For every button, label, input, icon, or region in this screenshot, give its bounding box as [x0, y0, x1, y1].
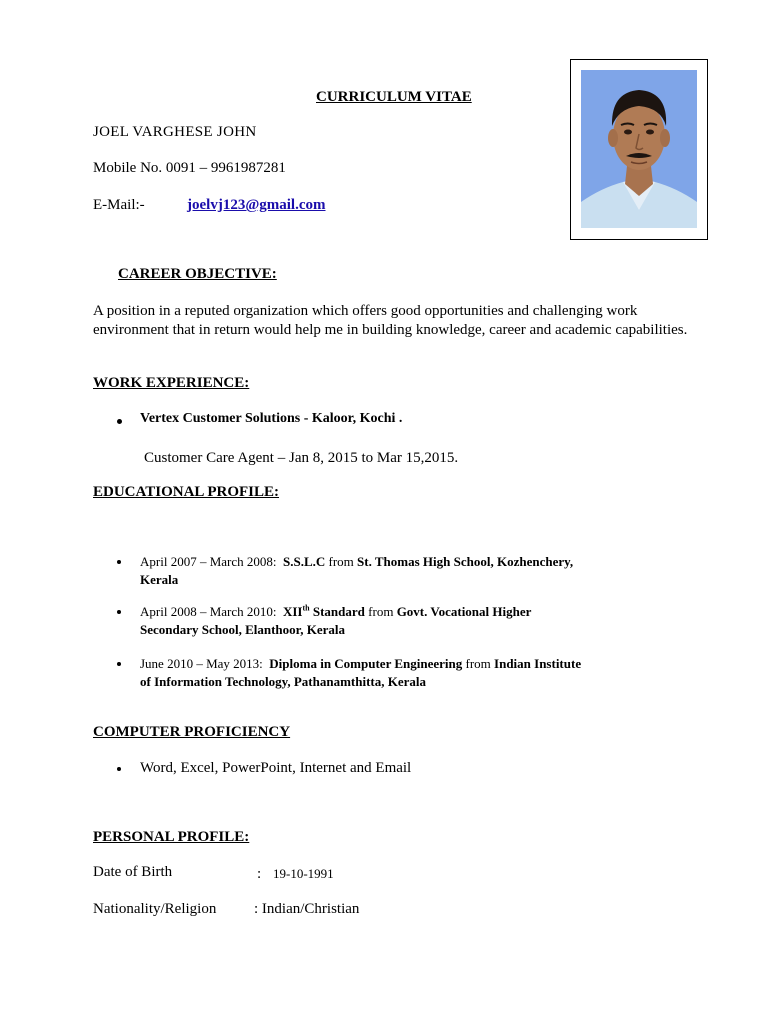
email-label: E-Mail:-	[93, 197, 145, 213]
dob-value: 19-10-1991	[273, 866, 334, 881]
dob-separator: :	[257, 866, 262, 882]
education-institution: Indian Institute	[494, 656, 582, 671]
education-institution-cont: of Information Technology, Pathanamthitta, Kerala	[140, 674, 427, 689]
bullet-icon	[117, 610, 121, 614]
education-period: April 2008 – March 2010:	[140, 604, 277, 619]
education-from: from	[465, 656, 491, 671]
education-from: from	[368, 604, 394, 619]
cv-title: CURRICULUM VITAE	[316, 89, 472, 105]
education-from: from	[328, 554, 354, 569]
work-role: Customer Care Agent – Jan 8, 2015 to Mar 15,2015.	[144, 450, 459, 466]
portrait-image	[581, 70, 697, 228]
personal-profile-heading: PERSONAL PROFILE:	[93, 829, 250, 845]
bullet-icon	[117, 419, 122, 424]
computer-proficiency-heading: COMPUTER PROFICIENCY	[93, 724, 291, 740]
bullet-icon	[117, 560, 121, 564]
dob-label: Date of Birth	[93, 864, 173, 880]
career-objective-text: A position in a reputed organization which offers good opportunities and challenging work environment that in return would help me in building knowledge, career and academic capabilities.	[93, 303, 688, 338]
candidate-name: JOEL VARGHESE JOHN	[93, 124, 257, 140]
education-period: April 2007 – March 2008:	[140, 554, 277, 569]
education-period: June 2010 – May 2013:	[140, 656, 263, 671]
education-item	[140, 603, 680, 639]
work-experience-heading: WORK EXPERIENCE:	[93, 375, 250, 391]
photo-frame	[570, 59, 708, 240]
bullet-icon	[117, 662, 121, 666]
education-qualification-rest: Standard	[312, 604, 365, 619]
education-institution-cont: Secondary School, Elanthoor, Kerala	[140, 622, 346, 637]
education-item	[140, 553, 680, 589]
mobile-number: Mobile No. 0091 – 9961987281	[93, 160, 286, 176]
work-company: Vertex Customer Solutions - Kaloor, Kochi .	[140, 411, 403, 426]
education-qualification: Diploma in Computer Engineering	[269, 656, 463, 671]
career-objective-heading: CAREER OBJECTIVE:	[118, 266, 277, 282]
education-institution-cont: Kerala	[140, 572, 179, 587]
nationality-value: : Indian/Christian	[254, 901, 360, 917]
education-item	[140, 655, 680, 691]
education-institution: Govt. Vocational Higher	[396, 604, 532, 619]
education-qualification-sup: th	[302, 603, 310, 613]
email-link[interactable]: joelvj123@gmail.com	[187, 197, 326, 213]
computer-skills: Word, Excel, PowerPoint, Internet and Email	[140, 760, 412, 776]
education-qualification: S.S.L.C	[282, 554, 326, 569]
educational-profile-heading: EDUCATIONAL PROFILE:	[93, 484, 279, 500]
education-qualification: XII	[282, 604, 303, 619]
profile-photo	[581, 70, 697, 228]
education-institution: St. Thomas High School, Kozhenchery,	[357, 554, 574, 569]
nationality-label: Nationality/Religion	[93, 901, 217, 917]
bullet-icon	[117, 767, 121, 771]
